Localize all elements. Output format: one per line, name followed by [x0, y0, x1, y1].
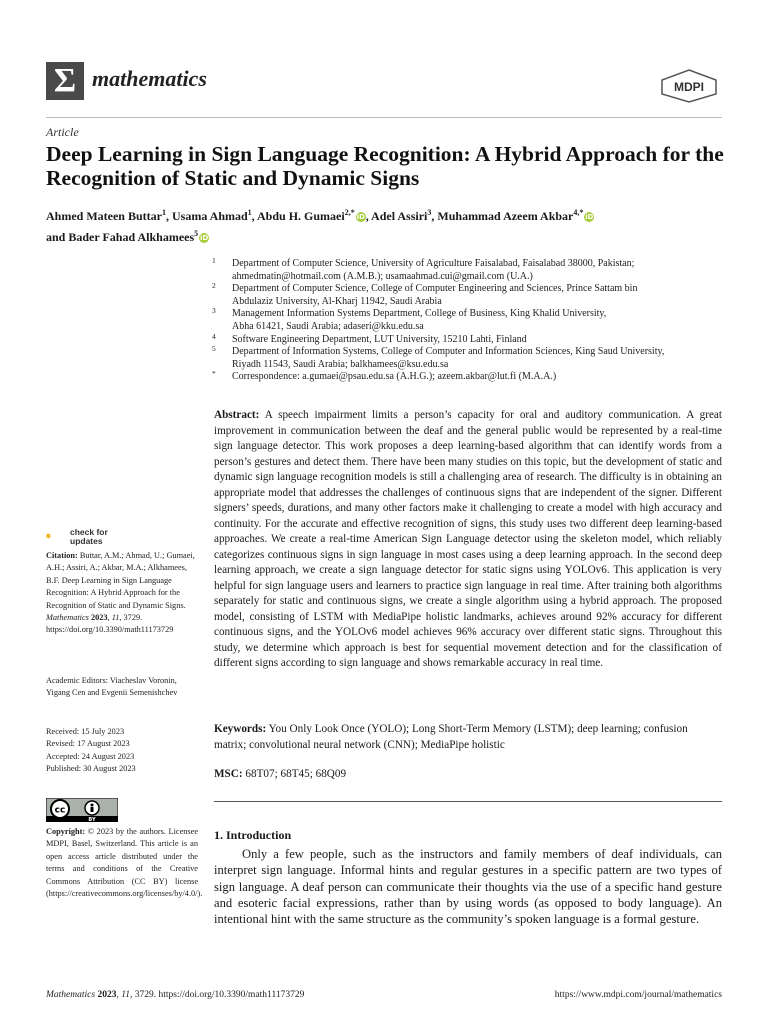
author-name: Ahmed Mateen Buttar [46, 209, 162, 223]
affiliation-line: Management Information Systems Department, College of Business, King Khalid University, [232, 308, 607, 320]
author-affiliation-marker: 1 [247, 208, 252, 217]
copyright-label: Copyright: [46, 827, 86, 836]
abstract-text: A speech impairment limits a person’s capacity for oral and auditory communication. A great improvement in communication between the deaf and the general public would be represented by a real-time sign language detector. This work proposes a deep learning-based algorithm that can identify words from a person’s gestures and detect them. There have been many studies on this topic, but the development of static and dynamic sign language recognition models is still a challenging area of research. The difficulty is in obtaining an appropriate model that addresses the challenges of continuous signs that are independent of the signer. Different signers’ speeds, durations, and many other factors make it challenging to create a model with high accuracy and continuity. For the accurate and effective recognition of signs, this study uses two different deep learning-based approaches. We create a real-time American Sign Language detector using the skeleton model, which reliably categorizes continuous signs in sign language in most cases using a deep learning approach. In the second deep learning approach, we create a sign language detector for static signs using YOLOv6. This application is very helpful for sign language users and learners to practice sign language in real time. After training both algorithms separately for static and continuous signs, we create a single algorithm using a hybrid approach. The proposed model, consisting of LSTM with MediaPipe holistic landmarks, achieves around 92% accuracy for different continuous signs, and the YOLOv6 model achieves 96% accuracy over different static signs. Throughout this study, we determine which approach is best for sequential movement detection and for the classification of different signs according to sign language and shows remarkable accuracy in real time. [214, 409, 722, 669]
affiliation-line: Department of Information Systems, College of Computer and Information Sciences, King Saud University, [232, 346, 665, 358]
affiliation-line: ahmedmatin@hotmail.com (A.M.B.); usamaahmad.cui@gmail.com (U.A.) [232, 270, 533, 282]
affiliation-line: Correspondence: a.gumaei@psau.edu.sa (A.H.G.); azeem.akbar@lut.fi (M.A.A.) [232, 371, 557, 383]
affiliation-number: 1 [212, 256, 216, 265]
journal-logo: Σ [46, 62, 84, 100]
msc-text: 68T07; 68T45; 68Q09 [245, 768, 347, 780]
introduction-paragraph: Only a few people, such as the instructors and family members of deaf individuals, can interpret sign language. Informal hints and regular gestures in a specific pattern are two types of sign language. A deaf person can communicate their thoughts via the use of a specific hand gesture and esoteric facial expressions, rather than by using words (as opposed to body language). An intentional hint with the same structure as the community’s spoken language is a formal gesture. [214, 847, 722, 927]
citation-label: Citation: [46, 551, 78, 560]
orcid-icon[interactable]: iD [200, 234, 209, 243]
citation-volume: 11 [111, 613, 120, 623]
author-name: Usama Ahmad [171, 209, 248, 223]
citation-text: Buttar, A.M.; Ahmad, U.; Gumaei, A.H.; Assiri, A.; Akbar, M.A.; Alkhamees, B.F. Deep Learning in Sign Language Recognition: A Hybrid Approach for the Recognition of Static and Dynamic Signs. [46, 551, 195, 610]
citation-journal: Mathematics [46, 613, 89, 623]
footer-journal-url[interactable]: https://www.mdpi.com/journal/mathematics [554, 990, 722, 1000]
affiliation-line: Abdulaziz University, Al-Kharj 11942, Saudi Arabia [232, 295, 442, 307]
date-accepted: Accepted: 24 August 2023 [46, 751, 135, 761]
affiliation-number: 5 [212, 344, 216, 354]
affiliation-item [212, 346, 726, 371]
msc-label: MSC: [214, 768, 243, 780]
affiliation-number: 4 [212, 331, 216, 341]
affiliation-line: Software Engineering Department, LUT University, 15210 Lahti, Finland [232, 333, 527, 345]
affiliation-line: Abha 61421, Saudi Arabia; adaseri@kku.edu.sa [232, 320, 424, 332]
orcid-icon[interactable]: iD [585, 213, 594, 222]
orcid-icon[interactable]: iD [356, 213, 365, 222]
mdpi-logo-text: MDPI [674, 80, 704, 94]
author-list: Ahmed Mateen Buttar$^1$, Usama Ahmad$^1$, Abdu H. Gumaei$^{2,*}$iD, Adel Assiri$^3$, Muhammad Azeem Akbar$^{4,*}$iD and Bader Fahad Alkhamees$^5$iD [46, 208, 594, 244]
author-affiliation-marker: 2,* [344, 208, 355, 217]
author-affiliation-marker: 3 [427, 208, 432, 217]
keywords-label: Keywords: [214, 723, 267, 735]
check-for-updates-label[interactable] [70, 528, 108, 546]
article-title: Deep Learning in Sign Language Recognition: A Hybrid Approach for the Recognition of Static and Dynamic Signs [46, 142, 724, 190]
affiliation-line: Department of Computer Science, University of Agriculture Faisalabad, Faisalabad 38000, Pakistan; [232, 258, 635, 269]
check-updates-line2: updates [70, 536, 103, 546]
editors-label: Academic Editors: [46, 676, 108, 685]
affiliation-number: 2 [212, 281, 216, 291]
author-name: Abdu H. Gumaei [257, 209, 345, 223]
affiliation-number: 3 [212, 306, 216, 316]
copyright-block [46, 826, 203, 900]
date-received: Received: 15 July 2023 [46, 727, 125, 736]
affiliation-item [212, 308, 726, 333]
check-for-updates-icon[interactable] [46, 524, 70, 548]
abstract [214, 408, 722, 672]
author-name: Bader Fahad Alkhamees [68, 230, 195, 244]
citation-year: 2023 [90, 613, 108, 623]
header-divider [46, 117, 722, 118]
affiliation-line: Department of Computer Science, College of Computer Engineering and Sciences, Prince Sattam bin [232, 283, 638, 295]
svg-text:cc: cc [54, 805, 66, 816]
cc-badge-label: BY [88, 817, 96, 822]
article-type: Article [46, 125, 79, 139]
footer-year: 2023 [97, 990, 117, 1000]
editors-text: Viacheslav Voronin, Yigang Cen and Evgenii Semenishchev [46, 676, 178, 698]
affiliation-item [212, 371, 726, 384]
date-revised: Revised: 17 August 2023 [46, 739, 130, 749]
affiliation-number: * [212, 369, 216, 379]
author-affiliation-marker: 5 [194, 229, 199, 238]
keywords-text: You Only Look Once (YOLO); Long Short-Term Memory (LSTM); deep learning; confusion matrix; convolutional neural network (CNN); MediaPipe holistic [214, 723, 688, 751]
affiliation-item [212, 283, 726, 308]
author-name: Muhammad Azeem Akbar [437, 209, 574, 223]
affiliation-item [212, 258, 726, 283]
affiliation-item [212, 331, 726, 347]
date-published: Published: 30 August 2023 [46, 764, 136, 774]
keywords [214, 722, 722, 753]
academic-editors [46, 675, 198, 700]
section-heading-introduction: 1. Introduction [214, 828, 292, 842]
author-affiliation-marker: 1 [161, 208, 166, 217]
mdpi-logo [658, 68, 720, 104]
affiliation-line: Riyadh 11543, Saudi Arabia; balkhamees@ksu.edu.sa [232, 358, 449, 370]
section-divider [214, 801, 722, 802]
msc-codes [214, 768, 722, 780]
affiliations [212, 258, 726, 384]
journal-name: mathematics [92, 66, 207, 91]
dates-block [46, 726, 198, 776]
citation-block: Citation: Buttar, A.M.; Ahmad, U.; Gumaei, A.H.; Assiri, A.; Akbar, M.A.; Alkhamees, B.F. Deep Learning in Sign Language Recognition: A Hybrid Approach for the Recognition of Static and Dynamic Signs. Mathematics 2023, 11, 3729. https://doi.org/10.3390/math11173729 [46, 551, 195, 635]
author-affiliation-marker: 4,* [573, 208, 584, 217]
check-updates-line1: check for [70, 527, 108, 537]
citation-doi[interactable]: , 3729. https://doi.org/10.3390/math11173729 [46, 613, 174, 635]
footer-citation: Mathematics 2023, 11, 3729. https://doi.org/10.3390/math11173729 [46, 990, 305, 1000]
cc-by-license-icon[interactable] [46, 798, 118, 822]
copyright-text: © 2023 by the authors. Licensee MDPI, Basel, Switzerland. This article is an open access article distributed under the terms and conditions of the Creative Commons Attribution (CC BY) license (https://creativecommons.org/licenses/by/4.0/). [46, 827, 203, 899]
footer-journal: Mathematics [46, 990, 96, 1000]
footer-volume: 11 [121, 990, 130, 1000]
author-name: Adel Assiri [371, 209, 428, 223]
abstract-label: Abstract: [214, 409, 260, 421]
footer-doi[interactable]: , 3729. https://doi.org/10.3390/math11173729 [130, 990, 305, 1000]
